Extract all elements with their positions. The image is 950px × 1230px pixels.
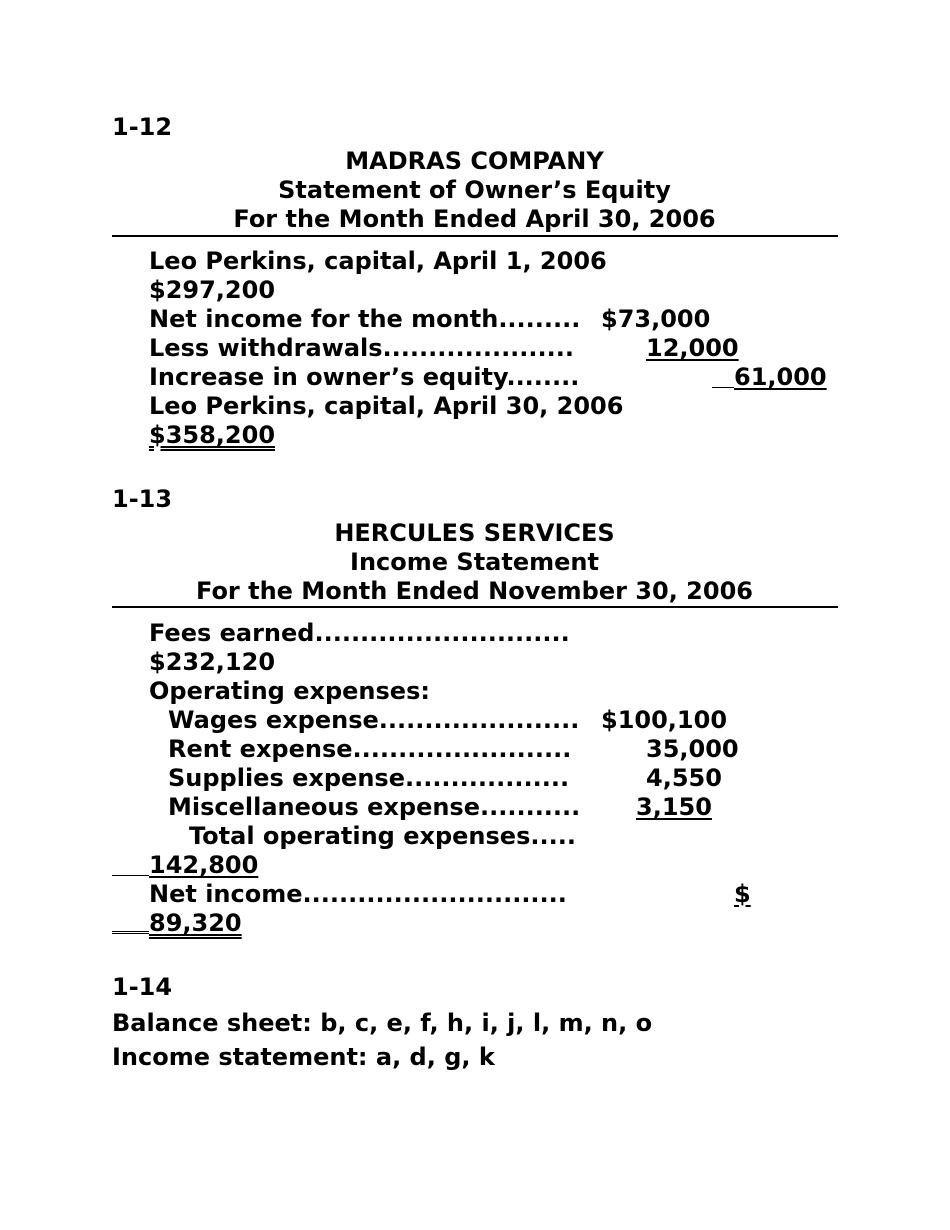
fees-earned-label: Fees earned............................ [149,619,570,647]
misc-expense-amount: 3,150 [636,793,712,821]
net-income-amount: $73,000 [601,305,711,333]
statement-period: For the Month Ended April 30, 2006 [233,205,716,233]
net-income-amount: 89,320 [149,909,242,937]
wages-expense-label: Wages expense...................... [168,706,580,734]
increase-amount: 61,000 [734,363,827,391]
misc-expense-label: Miscellaneous expense........... [168,793,581,821]
supplies-expense-label: Supplies expense.................. [168,764,570,792]
statement-period: For the Month Ended November 30, 2006 [196,577,753,605]
operating-expenses-heading: Operating expenses: [149,677,430,705]
withdrawals-amount: 12,000 [646,334,739,362]
balance-sheet-items: Balance sheet: b, c, e, f, h, i, j, l, m, n, o [112,1009,653,1037]
ending-capital-amount: $358,200 [149,421,276,449]
total-amount-underline [112,875,149,876]
increase-label: Increase in owner’s equity........ [149,363,580,391]
income-statement-items: Income statement: a, d, g, k [112,1043,495,1071]
header-rule [112,606,838,608]
company-name: HERCULES SERVICES [334,519,615,547]
section-number-1-14: 1-14 [112,973,173,1001]
beginning-capital-amount: $297,200 [149,276,276,304]
beginning-capital-label: Leo Perkins, capital, April 1, 2006 [149,247,607,275]
statement-title: Income Statement [350,548,599,576]
net-income-double-underline [112,931,149,934]
net-income-label: Net income for the month......... [149,305,581,333]
header-rule [112,235,838,237]
rent-expense-amount: 35,000 [646,735,739,763]
wages-expense-amount: $100,100 [601,706,728,734]
supplies-expense-amount: 4,550 [646,764,722,792]
net-income-dollar-sign: $ [734,880,751,908]
statement-title: Statement of Owner’s Equity [278,176,671,204]
withdrawals-label: Less withdrawals..................... [149,334,575,362]
rent-expense-label: Rent expense........................ [168,735,572,763]
total-operating-expenses-amount: 142,800 [149,851,259,879]
net-income-label: Net income............................. [149,880,567,908]
increase-amount-underline [712,387,734,388]
ending-capital-label: Leo Perkins, capital, April 30, 2006 [149,392,624,420]
section-number-1-13: 1-13 [112,485,173,513]
total-operating-expenses-label: Total operating expenses..... [189,822,576,850]
section-number-1-12: 1-12 [112,113,173,141]
company-name: MADRAS COMPANY [345,147,604,175]
fees-earned-amount: $232,120 [149,648,276,676]
